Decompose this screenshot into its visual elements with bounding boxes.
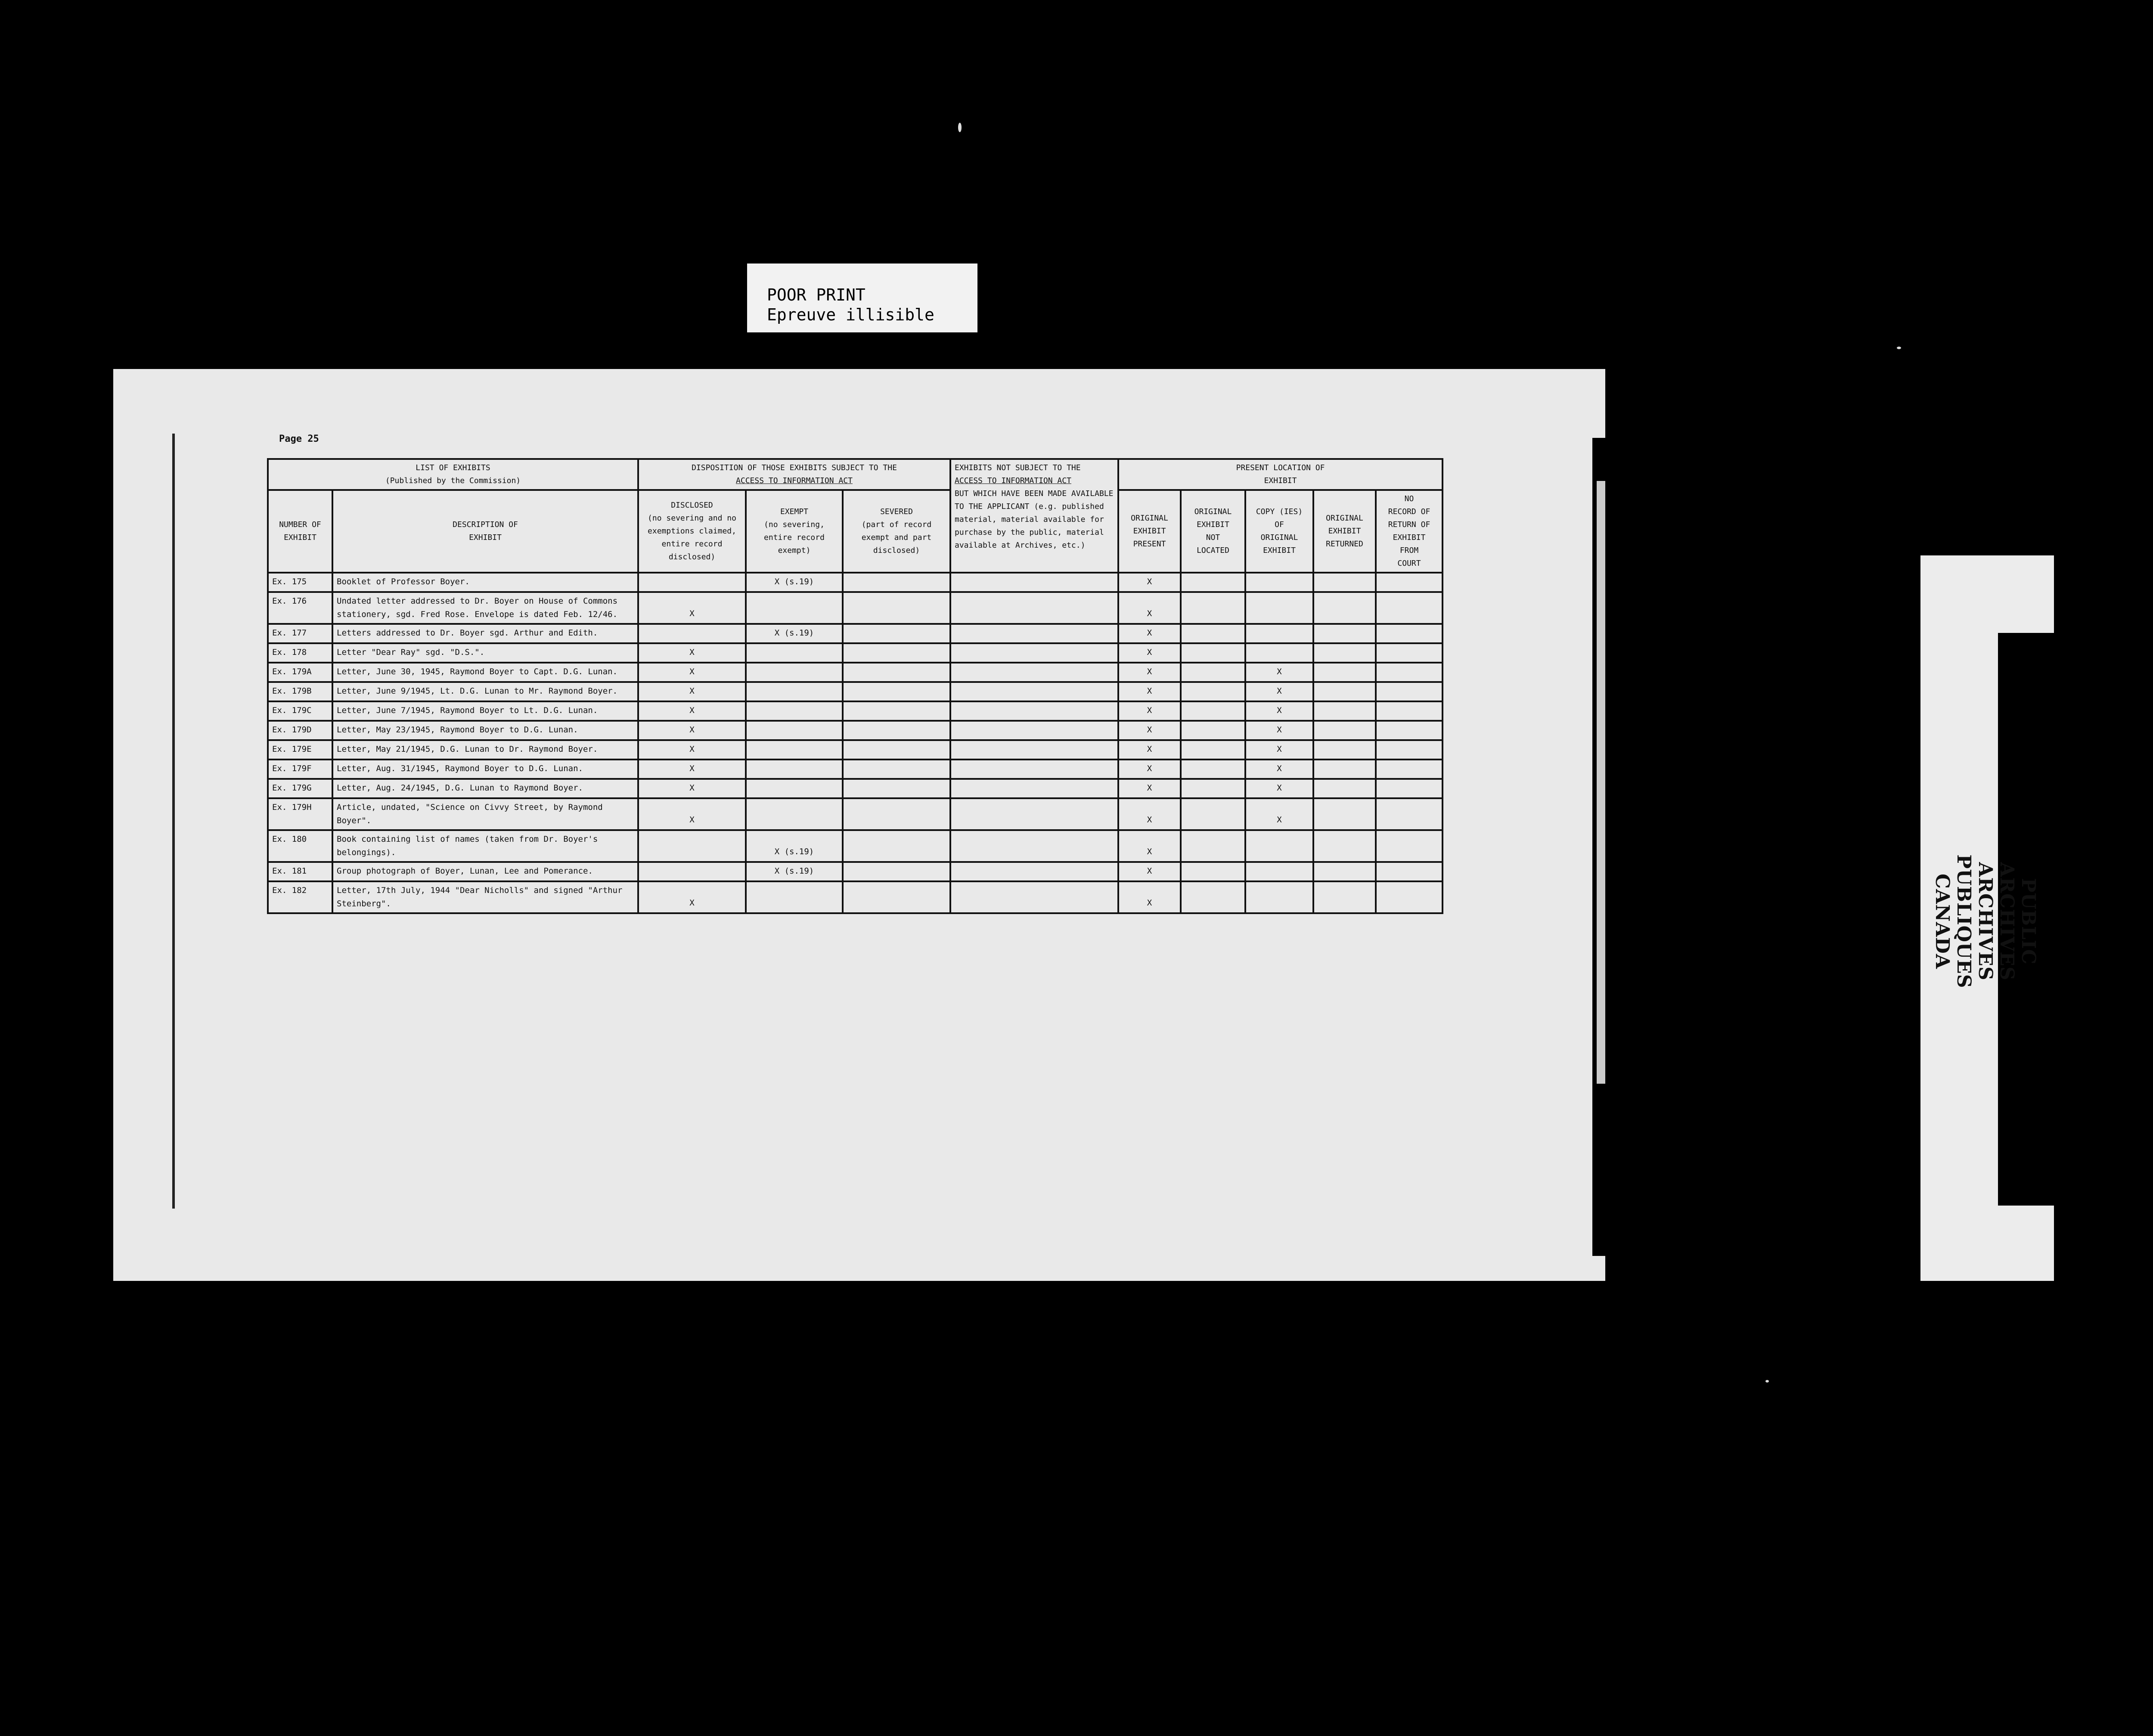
exhibit-number: Ex. 178 — [268, 643, 332, 663]
no-record-mark — [1376, 721, 1443, 740]
header-present-location: PRESENT LOCATION OF EXHIBIT — [1118, 459, 1443, 490]
original-returned-mark — [1313, 862, 1376, 881]
exhibit-number: Ex. 179D — [268, 721, 332, 740]
not-subject-mark — [950, 624, 1118, 643]
table-row — [268, 592, 1443, 624]
severed-mark — [843, 721, 950, 740]
original-not-located-mark — [1181, 643, 1245, 663]
no-record-mark — [1376, 881, 1443, 913]
poor-print-line2: Epreuve illisible — [767, 305, 934, 324]
col-description: DESCRIPTION OF EXHIBIT — [332, 490, 638, 573]
disclosed-mark: X — [638, 740, 746, 760]
original-present-mark: X — [1118, 862, 1181, 881]
dust-speck — [958, 123, 962, 132]
exhibit-description: Letter, June 9/1945, Lt. D.G. Lunan to Mr. Raymond Boyer. — [332, 682, 638, 701]
col-severed: SEVERED (part of record exempt and part disclosed) — [843, 490, 950, 573]
no-record-mark — [1376, 798, 1443, 830]
original-present-mark: X — [1118, 881, 1181, 913]
copy-mark: X — [1245, 740, 1313, 760]
exempt-mark — [746, 760, 843, 779]
copy-mark — [1245, 881, 1313, 913]
disclosed-mark — [638, 624, 746, 643]
exempt-mark — [746, 592, 843, 624]
not-subject-mark — [950, 740, 1118, 760]
scanner-roller-highlight — [1597, 481, 1605, 1084]
severed-mark — [843, 779, 950, 798]
original-present-mark: X — [1118, 573, 1181, 592]
severed-mark — [843, 881, 950, 913]
header-not-subject-line2: ACCESS TO INFORMATION ACT — [955, 476, 1071, 485]
original-present-mark: X — [1118, 740, 1181, 760]
original-not-located-mark — [1181, 682, 1245, 701]
no-record-mark — [1376, 643, 1443, 663]
severed-mark — [843, 663, 950, 682]
original-returned-mark — [1313, 624, 1376, 643]
copy-mark: X — [1245, 701, 1313, 721]
disclosed-mark: X — [638, 721, 746, 740]
not-subject-mark — [950, 862, 1118, 881]
not-subject-mark — [950, 663, 1118, 682]
severed-mark — [843, 740, 950, 760]
exhibit-description: Group photograph of Boyer, Lunan, Lee and Pomerance. — [332, 862, 638, 881]
exhibit-description: Booklet of Professor Boyer. — [332, 573, 638, 592]
exhibit-description: Book containing list of names (taken from Dr. Boyer's belongings). — [332, 830, 638, 862]
exhibit-description: Letter, May 21/1945, D.G. Lunan to Dr. Raymond Boyer. — [332, 740, 638, 760]
original-returned-mark — [1313, 830, 1376, 862]
header-list-of-exhibits: LIST OF EXHIBITS (Published by the Commission) — [268, 459, 638, 490]
exhibit-description: Letter, Aug. 24/1945, D.G. Lunan to Raymond Boyer. — [332, 779, 638, 798]
not-subject-mark — [950, 830, 1118, 862]
original-returned-mark — [1313, 779, 1376, 798]
not-subject-mark — [950, 701, 1118, 721]
no-record-mark — [1376, 760, 1443, 779]
col-original-present: ORIGINAL EXHIBIT PRESENT — [1118, 490, 1181, 573]
disclosed-mark — [638, 830, 746, 862]
table-row — [268, 740, 1443, 760]
copy-mark — [1245, 592, 1313, 624]
archive-stamp — [1931, 820, 2039, 1023]
table-row — [268, 862, 1443, 881]
original-not-located-mark — [1181, 573, 1245, 592]
table-row — [268, 779, 1443, 798]
no-record-mark — [1376, 682, 1443, 701]
col-original-returned: ORIGINAL EXHIBIT RETURNED — [1313, 490, 1376, 573]
copy-mark: X — [1245, 682, 1313, 701]
disclosed-mark: X — [638, 682, 746, 701]
original-returned-mark — [1313, 701, 1376, 721]
severed-mark — [843, 573, 950, 592]
exhibit-number: Ex. 177 — [268, 624, 332, 643]
header-not-subject — [950, 459, 1118, 573]
original-returned-mark — [1313, 592, 1376, 624]
disclosed-mark: X — [638, 779, 746, 798]
exhibit-description: Letter, June 7/1945, Raymond Boyer to Lt. D.G. Lunan. — [332, 701, 638, 721]
not-subject-mark — [950, 573, 1118, 592]
archive-stamp-line3: CANADA — [1931, 874, 1953, 969]
table-row — [268, 624, 1443, 643]
original-returned-mark — [1313, 881, 1376, 913]
scanner-roller — [1592, 438, 1618, 1256]
original-not-located-mark — [1181, 862, 1245, 881]
copy-mark: X — [1245, 779, 1313, 798]
exhibit-number: Ex. 175 — [268, 573, 332, 592]
exhibit-description: Article, undated, "Science on Civvy Street, by Raymond Boyer". — [332, 798, 638, 830]
original-returned-mark — [1313, 643, 1376, 663]
exhibit-description: Letter, June 30, 1945, Raymond Boyer to Capt. D.G. Lunan. — [332, 663, 638, 682]
exhibit-description: Letters addressed to Dr. Boyer sgd. Arthur and Edith. — [332, 624, 638, 643]
copy-mark — [1245, 862, 1313, 881]
original-not-located-mark — [1181, 881, 1245, 913]
header-disposition — [638, 459, 950, 490]
column-header-row — [268, 490, 1443, 573]
severed-mark — [843, 830, 950, 862]
original-returned-mark — [1313, 573, 1376, 592]
exhibit-number: Ex. 179C — [268, 701, 332, 721]
table-row — [268, 798, 1443, 830]
original-returned-mark — [1313, 682, 1376, 701]
severed-mark — [843, 701, 950, 721]
copy-mark: X — [1245, 760, 1313, 779]
table-row — [268, 663, 1443, 682]
binding-line — [172, 434, 175, 1209]
table-row — [268, 573, 1443, 592]
exhibit-number: Ex. 179H — [268, 798, 332, 830]
disclosed-mark: X — [638, 881, 746, 913]
exempt-mark — [746, 779, 843, 798]
original-not-located-mark — [1181, 760, 1245, 779]
exhibit-number: Ex. 181 — [268, 862, 332, 881]
no-record-mark — [1376, 663, 1443, 682]
not-subject-mark — [950, 881, 1118, 913]
exhibit-number: Ex. 182 — [268, 881, 332, 913]
page-number: Page 25 — [279, 434, 319, 444]
exempt-mark — [746, 663, 843, 682]
original-not-located-mark — [1181, 592, 1245, 624]
disclosed-mark: X — [638, 798, 746, 830]
disclosed-mark — [638, 573, 746, 592]
not-subject-mark — [950, 798, 1118, 830]
no-record-mark — [1376, 740, 1443, 760]
archive-stamp-line1: PUBLIC ARCHIVES — [1996, 862, 2039, 981]
dust-speck — [1765, 1380, 1769, 1383]
original-present-mark: X — [1118, 663, 1181, 682]
original-present-mark: X — [1118, 760, 1181, 779]
col-number: NUMBER OF EXHIBIT — [268, 490, 332, 573]
copy-mark — [1245, 830, 1313, 862]
exempt-mark: X (s.19) — [746, 862, 843, 881]
exempt-mark — [746, 798, 843, 830]
exempt-mark — [746, 881, 843, 913]
no-record-mark — [1376, 592, 1443, 624]
original-not-located-mark — [1181, 701, 1245, 721]
header-not-subject-line1: EXHIBITS NOT SUBJECT TO THE — [955, 463, 1081, 472]
table-row — [268, 682, 1443, 701]
no-record-mark — [1376, 830, 1443, 862]
col-no-record: NO RECORD OF RETURN OF EXHIBIT FROM COURT — [1376, 490, 1443, 573]
no-record-mark — [1376, 862, 1443, 881]
not-subject-mark — [950, 779, 1118, 798]
severed-mark — [843, 862, 950, 881]
disclosed-mark: X — [638, 592, 746, 624]
col-copy: COPY (IES) OF ORIGINAL EXHIBIT — [1245, 490, 1313, 573]
disclosed-mark — [638, 862, 746, 881]
dust-speck — [1897, 347, 1901, 349]
copy-mark — [1245, 573, 1313, 592]
disclosed-mark: X — [638, 663, 746, 682]
original-returned-mark — [1313, 721, 1376, 740]
exhibit-number: Ex. 179F — [268, 760, 332, 779]
original-present-mark: X — [1118, 798, 1181, 830]
document-page — [113, 369, 1605, 1281]
original-returned-mark — [1313, 760, 1376, 779]
not-subject-mark — [950, 592, 1118, 624]
not-subject-mark — [950, 760, 1118, 779]
not-subject-mark — [950, 721, 1118, 740]
severed-mark — [843, 760, 950, 779]
col-disclosed: DISCLOSED (no severing and no exemptions claimed, entire record disclosed) — [638, 490, 746, 573]
original-not-located-mark — [1181, 798, 1245, 830]
exhibit-number: Ex. 176 — [268, 592, 332, 624]
original-not-located-mark — [1181, 779, 1245, 798]
exhibit-description: Letter, May 23/1945, Raymond Boyer to D.G. Lunan. — [332, 721, 638, 740]
exhibit-number: Ex. 180 — [268, 830, 332, 862]
original-present-mark: X — [1118, 682, 1181, 701]
severed-mark — [843, 624, 950, 643]
exhibits-table — [267, 458, 1443, 914]
col-exempt: EXEMPT (no severing, entire record exempt) — [746, 490, 843, 573]
original-not-located-mark — [1181, 721, 1245, 740]
exhibit-description: Letter, Aug. 31/1945, Raymond Boyer to D.G. Lunan. — [332, 760, 638, 779]
original-present-mark: X — [1118, 779, 1181, 798]
table-row — [268, 760, 1443, 779]
original-returned-mark — [1313, 740, 1376, 760]
not-subject-mark — [950, 643, 1118, 663]
exhibit-description: Letter "Dear Ray" sgd. "D.S.". — [332, 643, 638, 663]
copy-mark: X — [1245, 721, 1313, 740]
exempt-mark: X (s.19) — [746, 830, 843, 862]
header-disposition-line2: ACCESS TO INFORMATION ACT — [736, 476, 853, 485]
exhibit-number: Ex. 179G — [268, 779, 332, 798]
exhibit-rows — [268, 573, 1443, 913]
severed-mark — [843, 682, 950, 701]
original-present-mark: X — [1118, 830, 1181, 862]
copy-mark — [1245, 643, 1313, 663]
original-not-located-mark — [1181, 830, 1245, 862]
exempt-mark: X (s.19) — [746, 624, 843, 643]
header-disposition-line1: DISPOSITION OF THOSE EXHIBITS SUBJECT TO THE — [692, 463, 897, 472]
no-record-mark — [1376, 624, 1443, 643]
group-header-row — [268, 459, 1443, 490]
exempt-mark — [746, 701, 843, 721]
exempt-mark — [746, 721, 843, 740]
poor-print-line1: POOR PRINT — [767, 285, 866, 304]
table-row — [268, 643, 1443, 663]
archive-stamp-line2: ARCHIVES PUBLIQUES — [1953, 854, 1996, 989]
no-record-mark — [1376, 701, 1443, 721]
exhibit-number: Ex. 179E — [268, 740, 332, 760]
original-present-mark: X — [1118, 624, 1181, 643]
no-record-mark — [1376, 779, 1443, 798]
copy-mark: X — [1245, 798, 1313, 830]
exempt-mark — [746, 682, 843, 701]
original-returned-mark — [1313, 663, 1376, 682]
exempt-mark — [746, 740, 843, 760]
original-present-mark: X — [1118, 592, 1181, 624]
original-present-mark: X — [1118, 643, 1181, 663]
severed-mark — [843, 592, 950, 624]
disclosed-mark: X — [638, 701, 746, 721]
table-row — [268, 830, 1443, 862]
disclosed-mark: X — [638, 643, 746, 663]
original-not-located-mark — [1181, 624, 1245, 643]
table-row — [268, 701, 1443, 721]
severed-mark — [843, 798, 950, 830]
header-not-subject-line3: BUT WHICH HAVE BEEN MADE AVAILABLE TO THE APPLICANT (e.g. published material, material available for purchase by the public, material available at Archives, etc.) — [955, 489, 1114, 550]
exempt-mark — [746, 643, 843, 663]
disclosed-mark: X — [638, 760, 746, 779]
severed-mark — [843, 643, 950, 663]
not-subject-mark — [950, 682, 1118, 701]
original-not-located-mark — [1181, 740, 1245, 760]
exhibit-description: Undated letter addressed to Dr. Boyer on House of Commons stationery, sgd. Fred Rose. Envelope is dated Feb. 12/46. — [332, 592, 638, 624]
original-not-located-mark — [1181, 663, 1245, 682]
copy-mark: X — [1245, 663, 1313, 682]
original-returned-mark — [1313, 798, 1376, 830]
exhibit-number: Ex. 179A — [268, 663, 332, 682]
exhibit-number: Ex. 179B — [268, 682, 332, 701]
exhibit-description: Letter, 17th July, 1944 "Dear Nicholls" and signed "Arthur Steinberg". — [332, 881, 638, 913]
original-present-mark: X — [1118, 721, 1181, 740]
table-row — [268, 721, 1443, 740]
exempt-mark: X (s.19) — [746, 573, 843, 592]
poor-print-label — [747, 264, 977, 332]
no-record-mark — [1376, 573, 1443, 592]
copy-mark — [1245, 624, 1313, 643]
original-present-mark: X — [1118, 701, 1181, 721]
table-row — [268, 881, 1443, 913]
col-original-not-located: ORIGINAL EXHIBIT NOT LOCATED — [1181, 490, 1245, 573]
